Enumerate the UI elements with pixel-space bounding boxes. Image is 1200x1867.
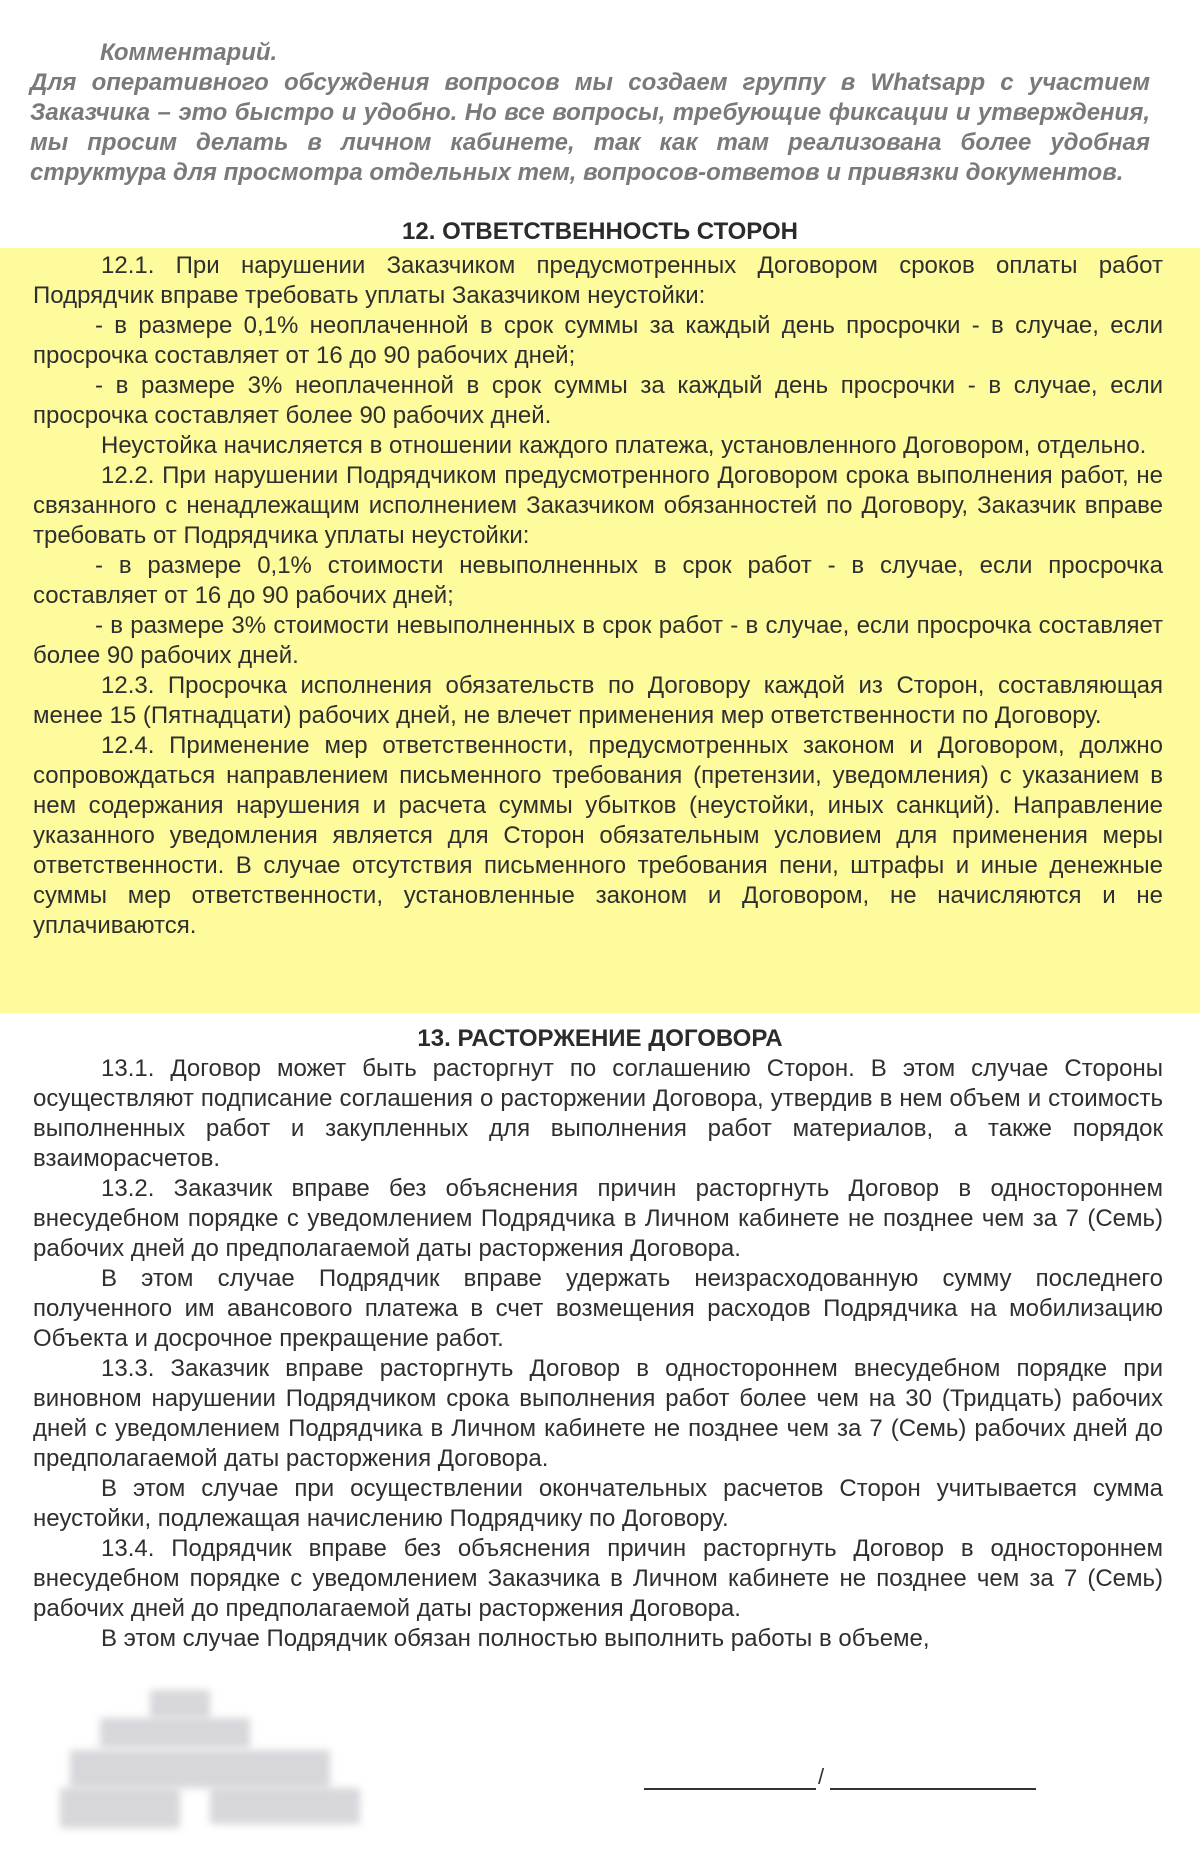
- signature-underline-left: [644, 1788, 816, 1790]
- paragraph-13-2: 13.2. Заказчик вправе без объяснения причин расторгнуть Договор в одностороннем внесудебном порядке с уведомлением Подрядчика в Личном кабинете не позднее чем за 7 (Семь) рабочих дней до предполагаемой даты расторжения Договора.: [33, 1175, 1163, 1262]
- section-13-body: [33, 1054, 1163, 1654]
- paragraph-13-2-note: В этом случае Подрядчик вправе удержать неизрасходованную сумму последнего полученного им авансового платежа в счет возмещения расходов Подрядчика на мобилизацию Объекта и досрочное прекращение работ.: [33, 1265, 1163, 1352]
- paragraph-12-1: 12.1. При нарушении Заказчиком предусмотренных Договором сроков оплаты работ Подрядчик вправе требовать уплаты Заказчиком неустойки:: [33, 252, 1163, 309]
- section-13-heading: 13. РАСТОРЖЕНИЕ ДОГОВОРА: [417, 1025, 783, 1052]
- list-item-12-1-b: - в размере 3% неоплаченной в срок суммы за каждый день просрочки - в случае, если просрочка составляет более 90 рабочих дней.: [33, 372, 1163, 429]
- paragraph-13-3: 13.3. Заказчик вправе расторгнуть Договор в одностороннем внесудебном порядке при виновном нарушении Подрядчиком срока выполнения работ более чем на 30 (Тридцать) рабочих дней с уведомлением Подрядчика в Личном кабинете не позднее чем за 7 (Семь) рабочих дней до предполагаемой даты расторжения Договора.: [33, 1355, 1163, 1472]
- section-12-heading: 12. ОТВЕТСТВЕННОСТЬ СТОРОН: [402, 218, 798, 245]
- paragraph-13-4-note: В этом случае Подрядчик обязан полностью выполнить работы в объеме,: [101, 1625, 930, 1652]
- signature-underline-right: [830, 1788, 1036, 1790]
- paragraph-12-3: 12.3. Просрочка исполнения обязательств по Договору каждой из Сторон, составляющая менее 15 (Пятнадцати) рабочих дней, не влечет применения мер ответственности по Договору.: [33, 672, 1163, 729]
- signature-separator: /: [818, 1764, 825, 1789]
- blurred-signature-area: [60, 1690, 380, 1840]
- comment-block: [30, 38, 1150, 188]
- comment-text: Для оперативного обсуждения вопросов мы создаем группу в Whatsapp с участием Заказчика – это быстро и удобно. Но все вопросы, требующие фиксации и утверждения, мы просим делать в личном кабинете, так как там реализована более удобная структура для просмотра отдельных тем, вопросов-ответов и привязки документов.: [30, 69, 1150, 186]
- signature-line: [640, 1764, 1040, 1792]
- list-item-12-1-a: - в размере 0,1% неоплаченной в срок суммы за каждый день просрочки - в случае, если просрочка составляет от 16 до 90 рабочих дней;: [33, 312, 1163, 369]
- paragraph-12-4: 12.4. Применение мер ответственности, предусмотренных законом и Договором, должно сопровождаться направлением письменного требования (претензии, уведомления) с указанием в нем содержания нарушения и расчета суммы убытков (неустойки, иных санкций). Направление указанного уведомления является для Сторон обязательным условием для применения меры ответственности. В случае отсутствия письменного требования пени, штрафы и иные денежные суммы мер ответственности, установленные законом и Договором, не начисляются и не уплачиваются.: [33, 732, 1163, 939]
- paragraph-13-1: 13.1. Договор может быть расторгнут по соглашению Сторон. В этом случае Стороны осуществляют подписание соглашения о расторжении Договора, утвердив в нем объем и стоимость выполненных работ и закупленных для выполнения работ материалов, а также порядок взаиморасчетов.: [33, 1055, 1163, 1172]
- paragraph-13-3-note: В этом случае при осуществлении окончательных расчетов Сторон учитывается сумма неустойки, подлежащая начислению Подрядчику по Договору.: [33, 1475, 1163, 1532]
- list-item-12-2-a: - в размере 0,1% стоимости невыполненных в срок работ - в случае, если просрочка составляет от 16 до 90 рабочих дней;: [33, 552, 1163, 609]
- paragraph-13-4: 13.4. Подрядчик вправе без объяснения причин расторгнуть Договор в одностороннем внесудебном порядке с уведомлением Заказчика в Личном кабинете не позднее чем за 7 (Семь) рабочих дней до предполагаемой даты расторжения Договора.: [33, 1535, 1163, 1622]
- comment-title: Комментарий.: [100, 39, 278, 66]
- section-12-body: [33, 251, 1163, 941]
- list-item-12-2-b: - в размере 3% стоимости невыполненных в срок работ - в случае, если просрочка составляет более 90 рабочих дней.: [33, 612, 1163, 669]
- paragraph-12-1-note: Неустойка начисляется в отношении каждого платежа, установленного Договором, отдельно.: [101, 432, 1147, 459]
- paragraph-12-2: 12.2. При нарушении Подрядчиком предусмотренного Договором срока выполнения работ, не связанного с ненадлежащим исполнением Заказчиком обязанностей по Договору, Заказчик вправе требовать от Подрядчика уплаты неустойки:: [33, 462, 1163, 549]
